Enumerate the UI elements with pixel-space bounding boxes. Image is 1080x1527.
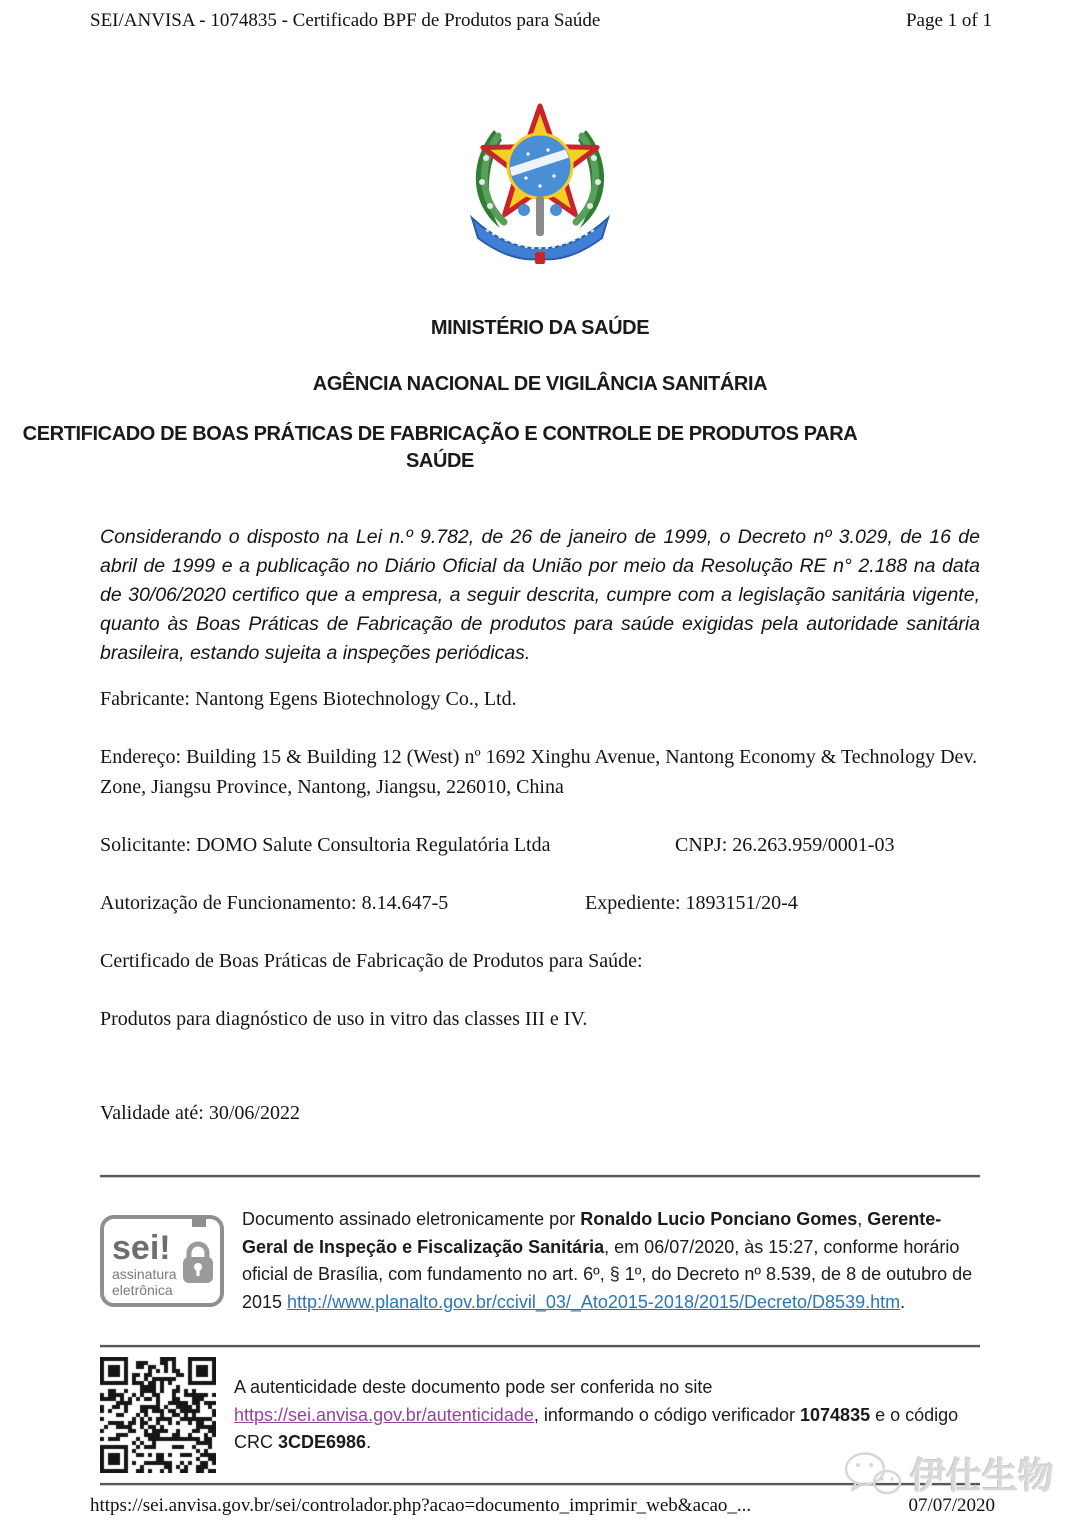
- autorizacao-line: [100, 888, 980, 918]
- escopo-line: Certificado de Boas Práticas de Fabricação de Produtos para Saúde:: [100, 950, 643, 972]
- print-header-title: SEI/ANVISA - 1074835 - Certificado BPF de Produtos para Saúde: [90, 10, 601, 31]
- fabricante-line: Fabricante: Nantong Egens Biotechnology Co., Ltd.: [100, 688, 517, 710]
- preamble-paragraph: Considerando o disposto na Lei n.º 9.782, de 26 de janeiro de 1999, o Decreto nº 3.029, de 16 de abril de 1999 e a publicação no Diário Oficial da União por meio da Resolução RE n° 2.188 na data de 30/06/2020 certifico que a empresa, a seguir descrita, cumpre com a legislação sanitária vigente, quanto às Boas Práticas de Fabricação de produtos para saúde exigidas pela autoridade sanitária brasileira, estando sujeita a inspeções periódicas.: [100, 526, 980, 664]
- print-header: [0, 0, 1080, 32]
- emblem-container: [0, 92, 1080, 271]
- solicitante-line: [100, 830, 980, 860]
- print-footer-date: 07/07/2020: [908, 1495, 995, 1516]
- expediente-value: Expediente: 1893151/20-4: [585, 892, 798, 914]
- sei-signature-logo: [100, 1213, 224, 1309]
- signature-text: Documento assinado eletronicamente por Ronaldo Lucio Ponciano Gomes, Gerente-Geral de Inspeção e Fiscalização Sanitária, em 06/07/2020, às 15:27, conforme horário oficial de Brasília, com fundamento no art. 6º, § 1º, do Decreto nº 8.539, de 8 de outubro de 2015 http://www.planalto.gov.br/ccivil_03/_Ato2015-2018/2015/Decreto/D8539.htm.: [242, 1209, 973, 1312]
- qr-code: [100, 1357, 216, 1473]
- certificate-title: CERTIFICADO DE BOAS PRÁTICAS DE FABRICAÇÃO E CONTROLE DE PRODUTOS PARA SAÚDE: [22, 423, 858, 472]
- endereco-line: Endereço: Building 15 & Building 12 (West) nº 1692 Xinghu Avenue, Nantong Economy & Technology Dev. Zone, Jiangsu Province, Nantong, Jiangsu, 226010, China: [100, 746, 978, 798]
- watermark-label: 伊仕生物: [909, 1455, 1054, 1496]
- ministry-heading: MINISTÉRIO DA SAÚDE: [430, 317, 650, 339]
- solicitante-value: Solicitante: DOMO Salute Consultoria Regulatória Ltda: [100, 834, 551, 856]
- svg-text:eletrônica: eletrônica: [112, 1282, 173, 1298]
- sei-brand-text: sei!: [112, 1229, 171, 1267]
- autorizacao-value: Autorização de Funcionamento: 8.14.647-5: [100, 892, 449, 914]
- svg-text:assinatura: assinatura: [112, 1266, 177, 1282]
- cnpj-value: CNPJ: 26.263.959/0001-03: [675, 834, 895, 856]
- print-footer: [90, 1495, 995, 1517]
- crc-code: 3CDE6986: [278, 1432, 367, 1452]
- validade-line: Validade até: 30/06/2022: [100, 1102, 300, 1124]
- decree-link[interactable]: http://www.planalto.gov.br/ccivil_03/_Ato2015-2018/2015/Decreto/D8539.htm: [287, 1291, 901, 1312]
- divider: [100, 1174, 980, 1178]
- signer-name: Ronaldo Lucio Ponciano Gomes: [580, 1209, 858, 1229]
- divider: [100, 1344, 980, 1348]
- print-footer-url: https://sei.anvisa.gov.br/sei/controlador.php?acao=documento_imprimir_web&acao_...: [90, 1495, 752, 1516]
- authenticity-text: A autenticidade deste documento pode ser conferida no site https://sei.anvisa.gov.br/autenticidade, informando o código verificador 1074835 e o código CRC 3CDE6986.: [234, 1377, 959, 1452]
- brazil-coat-of-arms-icon: [456, 92, 624, 266]
- signature-section: [100, 1188, 980, 1334]
- agency-heading: AGÊNCIA NACIONAL DE VIGILÂNCIA SANITÁRIA: [312, 373, 768, 395]
- signature-text-part: Documento assinado eletronicamente por: [242, 1209, 581, 1229]
- wechat-icon: [844, 1451, 902, 1497]
- produtos-line: Produtos para diagnóstico de uso in vitro das classes III e IV.: [100, 1008, 588, 1030]
- signer-role: Gerente-Geral de Inspeção e Fiscalização Sanitária: [242, 1209, 942, 1257]
- print-header-page-number: Page 1 of 1: [905, 10, 992, 31]
- verifier-code: 1074835: [800, 1404, 871, 1425]
- authenticity-link[interactable]: https://sei.anvisa.gov.br/autenticidade: [234, 1404, 534, 1425]
- watermark: [844, 1448, 1054, 1499]
